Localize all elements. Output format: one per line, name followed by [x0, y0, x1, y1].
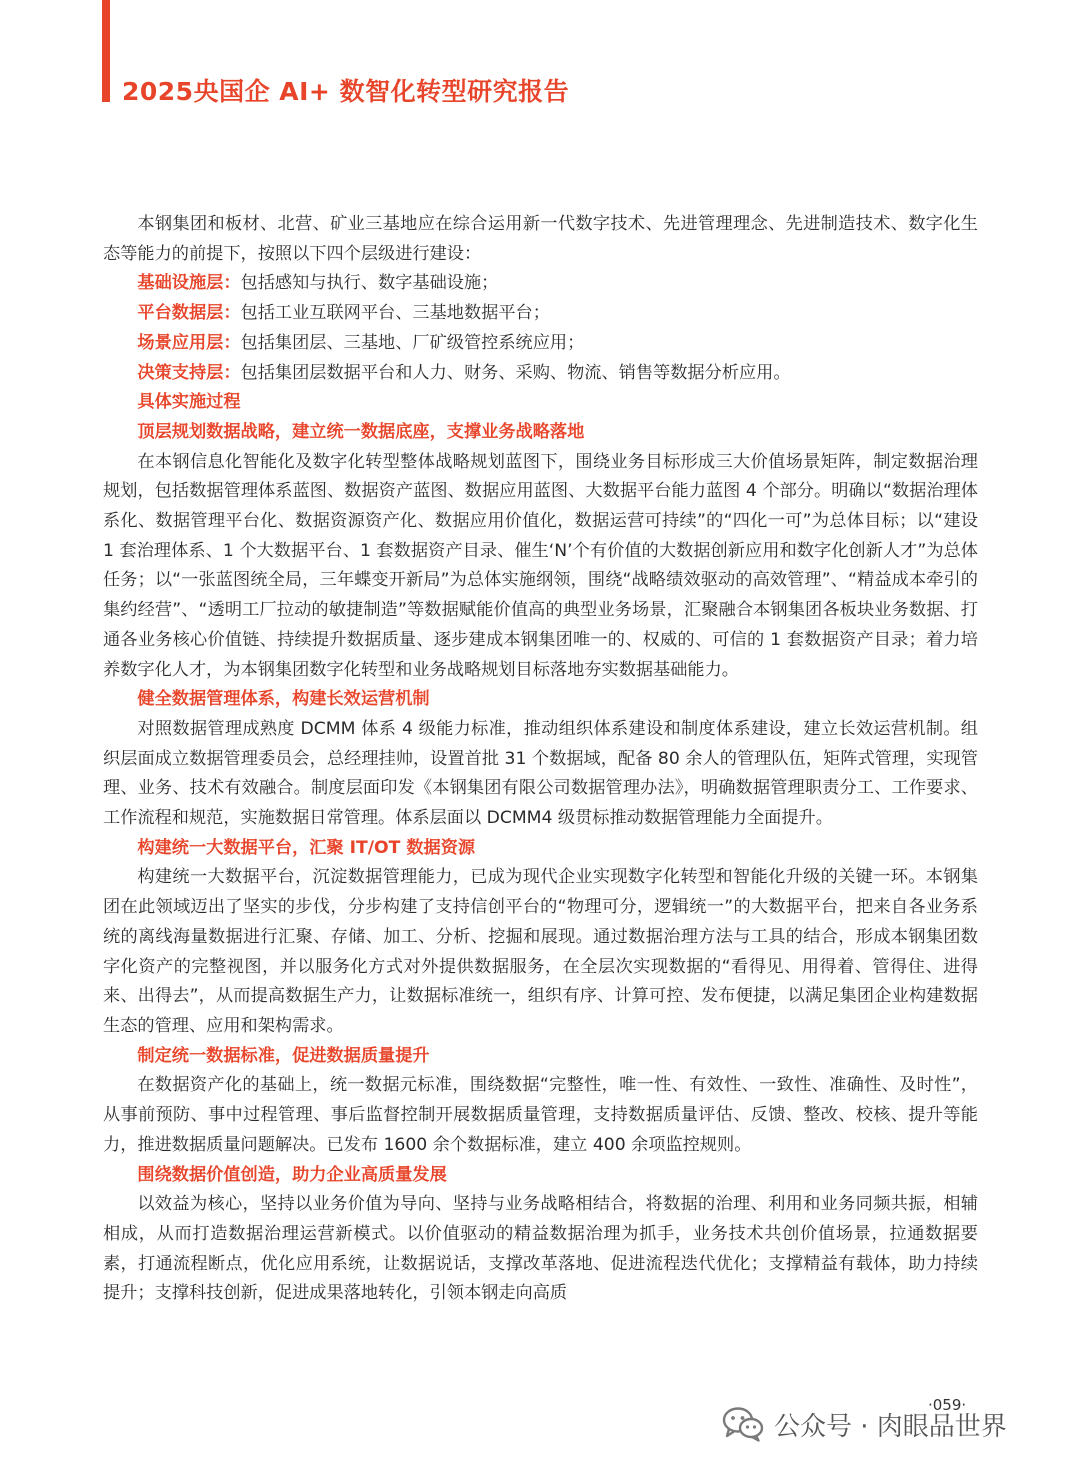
section-body-strategy: 在本钢信息化智能化及数字化转型整体战略规划蓝图下，围绕业务目标形成三大价值场景矩阵，制定数据治理规划，包括数据管理体系蓝图、数据资产蓝图、数据应用蓝图、大数据平台能力蓝图 4 个部分。明确以“数据治理体系化、数据管理平台化、数据资源资产化、数据应用价值化，数据运营可持续”的“四化一可”为总体目标；以“建设 1 套治理体系、1 个大数据平台、1 套数据资产目录、催生‘N’个有价值的大数据创新应用和数字化创新人才”为总体任务；以“一张蓝图统全局，三年蝶变开新局”为总体实施纲领，围绕“战略绩效驱动的高效管理”、“精益成本牵引的集约经营”、“透明工厂拉动的敏捷制造”等数据赋能价值高的典型业务场景，汇聚融合本钢集团各板块业务数据、打通各业务核心价值链、持续提升数据质量、逐步建成本钢集团唯一的、权威的、可信的 1 套数据资产目录；着力培养数字化人才，为本钢集团数字化转型和业务战略规划目标落地夯实数据基础能力。: [103, 451, 978, 680]
header-accent-bar: [102, 0, 110, 102]
section-heading-standards: 制定统一数据标准，促进数据质量提升: [137, 1045, 430, 1066]
main-content: [103, 210, 978, 1309]
layer-name: 基础设施层：: [137, 273, 241, 294]
layer-item-platform-data: [103, 299, 978, 329]
watermark-text: 公众号 · 肉眼品世界: [774, 1411, 1007, 1442]
layer-desc: 包括感知与执行、数字基础设施；: [240, 273, 499, 294]
layer-name: 场景应用层：: [137, 332, 241, 353]
layer-item-infrastructure: [103, 269, 978, 299]
section-heading-governance: 健全数据管理体系，构建长效运营机制: [137, 689, 430, 710]
report-title: 2025央国企 AI+ 数智化转型研究报告: [122, 77, 570, 106]
section-body-standards: 在数据资产化的基础上，统一数据元标准，围绕数据“完整性，唯一性、有效性、一致性、准确性、及时性”，从事前预防、事中过程管理、事后监督控制开展数据质量管理，支持数据质量评估、反馈、整改、校核、提升等能力，推进数据质量问题解决。已发布 1600 余个数据标准，建立 400 余项监控规则。: [103, 1075, 978, 1155]
layer-item-decision-support: [103, 359, 978, 389]
section-body-value: 以效益为核心，坚持以业务价值为导向、坚持与业务战略相结合，将数据的治理、利用和业务同频共振，相辅相成，从而打造数据治理运营新模式。以价值驱动的精益数据治理为抓手，业务技术共创价值场景，拉通数据要素，打通流程断点，优化应用系统，让数据说话，支撑改革落地、促进流程迭代优化；支撑精益有载体，助力持续提升；支撑科技创新，促进成果落地转化，引领本钢走向高质: [103, 1194, 978, 1304]
section-heading-platform: 构建统一大数据平台，汇聚 IT/OT 数据资源: [137, 837, 476, 858]
section-body-platform: 构建统一大数据平台，沉淀数据管理能力，已成为现代企业实现数字化转型和智能化升级的关键一环。本钢集团在此领域迈出了坚实的步伐，分步构建了支持信创平台的“物理可分，逻辑统一”的大数据平台，把来自各业务系统的离线海量数据进行汇聚、存储、加工、分析、挖掘和展现。通过数据治理方法与工具的结合，形成本钢集团数字化资产的完整视图，并以服务化方式对外提供数据服务，在全层次实现数据的“看得见、用得着、管得住、进得来、出得去”，从而提高数据生产力，让数据标准统一，组织有序、计算可控、发布便捷，以满足集团企业构建数据生态的管理、应用和架构需求。: [103, 867, 978, 1036]
layer-name: 决策支持层：: [137, 362, 241, 383]
layer-desc: 包括集团层、三基地、厂矿级管控系统应用；: [240, 332, 585, 353]
layer-item-scenario-app: [103, 329, 978, 359]
process-heading: 具体实施过程: [137, 392, 241, 413]
layer-desc: 包括集团层数据平台和人力、财务、采购、物流、销售等数据分析应用。: [240, 362, 791, 383]
intro-paragraph: 本钢集团和板材、北营、矿业三基地应在综合运用新一代数字技术、先进管理理念、先进制造技术、数字化生态等能力的前提下，按照以下四个层级进行建设：: [103, 214, 978, 264]
wechat-icon: [722, 1406, 764, 1442]
layer-desc: 包括工业互联网平台、三基地数据平台；: [240, 303, 550, 324]
section-body-governance: 对照数据管理成熟度 DCMM 体系 4 级能力标准，推动组织体系建设和制度体系建设，建立长效运营机制。组织层面成立数据管理委员会，总经理挂帅，设置首批 31 个数据域，配备 80 余人的管理队伍，矩阵式管理，实现管理、业务、技术有效融合。制度层面印发《本钢集团有限公司数据管理办法》，明确数据管理职责分工、工作要求、工作流程和规范，实施数据日常管理。体系层面以 DCMM4 级贯标推动数据管理能力全面提升。: [103, 718, 978, 829]
section-heading-strategy: 顶层规划数据战略，建立统一数据底座，支撑业务战略落地: [137, 421, 585, 442]
section-heading-value: 围绕数据价值创造，助力企业高质量发展: [137, 1164, 447, 1185]
watermark: [722, 1404, 1007, 1444]
layer-name: 平台数据层：: [137, 303, 241, 324]
page-number: ·059·: [928, 1396, 967, 1414]
